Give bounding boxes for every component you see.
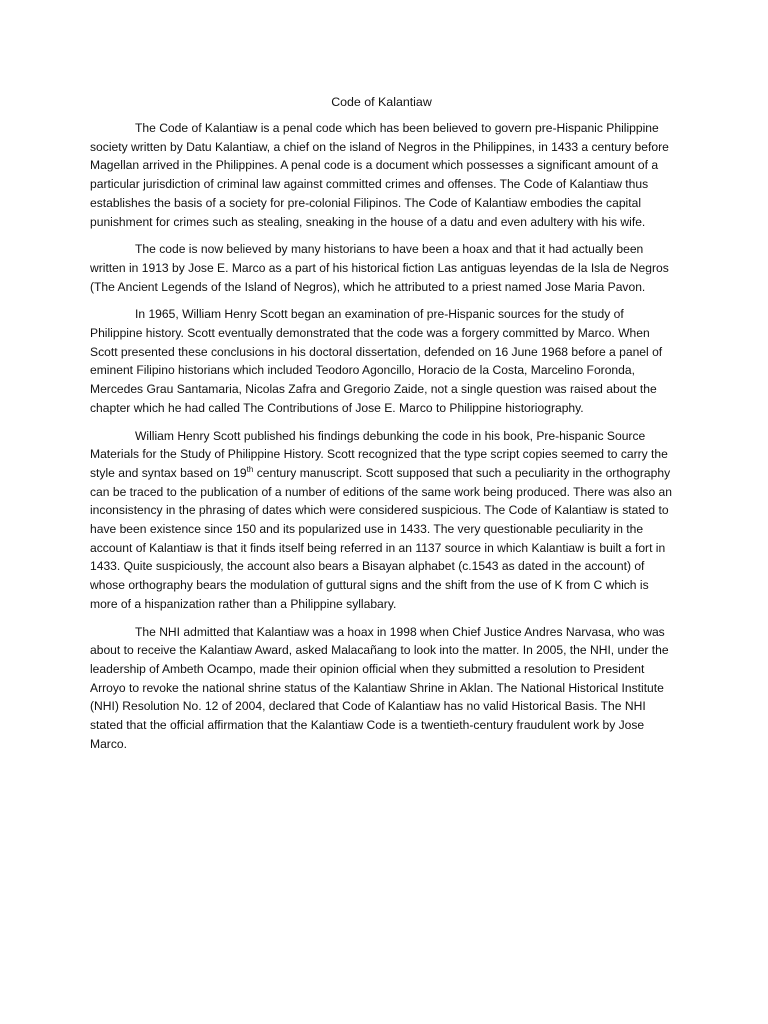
paragraph-5: The NHI admitted that Kalantiaw was a hoax in 1998 when Chief Justice Andres Narvasa, who was about to receive the Kalantiaw Award, asked Malacañang to look into the matter. In 2005, the NHI, under the leadership of Ambeth Ocampo, made their opinion official when they submitted a resolution to President Arroyo to revoke the national shrine status of the Kalantiaw Shrine in Aklan. The National Historical Institute (NHI) Resolution No. 12 of 2004, declared that Code of Kalantiaw has no valid Historical Basis. The NHI stated that the official affirmation that the Kalantiaw Code is a twentieth-century fraudulent work by Jose Marco. xyxy=(90,624,669,751)
paragraph-1: The Code of Kalantiaw is a penal code which has been believed to govern pre-Hispanic Philippine society written by Datu Kalantiaw, a chief on the island of Negros in the Philippines, in 1433 a century before Magellan arrived in the Philippines. A penal code is a document which possesses a significant amount of a particular jurisdiction of criminal law against committed crimes and offenses. The Code of Kalantiaw thus establishes the basis of a society for pre-colonial Filipinos. The Code of Kalantiaw embodies the capital punishment for crimes such as stealing, sneaking in the house of a datu and even adultery with his wife. xyxy=(90,121,669,229)
paragraph-4 xyxy=(90,427,673,614)
paragraph-2: The code is now believed by many historians to have been a hoax and that it had actually been written in 1913 by Jose E. Marco as a part of his historical fiction Las antiguas leyendas de la Isla de Negros (The Ancient Legends of the Island of Negros), which he attributed to a priest named Jose Maria Pavon. xyxy=(90,242,669,294)
paragraph-3: In 1965, William Henry Scott began an examination of pre-Hispanic sources for the study of Philippine history. Scott eventually demonstrated that the code was a forgery committed by Marco. When Scott presented these conclusions in his doctoral dissertation, defended on 16 June 1968 before a panel of eminent Filipino historians which included Teodoro Agoncillo, Horacio de la Costa, Marcelino Foronda, Mercedes Grau Santamaria, Nicolas Zafra and Gregorio Zaide, not a single question was raised about the chapter which he had called The Contributions of Jose E. Marco to Philippine historiography. xyxy=(90,307,663,415)
document-body xyxy=(90,93,673,763)
ordinal-superscript: th xyxy=(246,464,254,474)
paragraph-4-part-1: William Henry Scott published his findings debunking the code in his book, Pre-hispanic Source Materials for the Study of Philippine History. Scott recognized that the type script copies seemed to carry the style and syntax based on 19 xyxy=(90,428,668,480)
document-title: Code of Kalantiaw xyxy=(331,95,432,109)
paragraph-4-part-2: century manuscript. Scott supposed that such a peculiarity in the orthography can be traced to the publication of a number of editions of the same work being produced. There was also an inconsistency in the phrasing of dates which were considered suspicious. The Code of Kalantiaw is stated to have been existence since 150 and its popularized use in 1433. The very questionable peculiarity in the account of Kalantiaw is that it finds itself being referred in an 1137 source in which Kalantiaw is built a fort in 1433. Quite suspiciously, the account also bears a Bisayan alphabet (c.1543 as dated in the account) of whose orthography bears the modulation of guttural signs and the shift from the use of K from C which is more of a hispanization rather than a Philippine syllabary. xyxy=(90,465,672,611)
